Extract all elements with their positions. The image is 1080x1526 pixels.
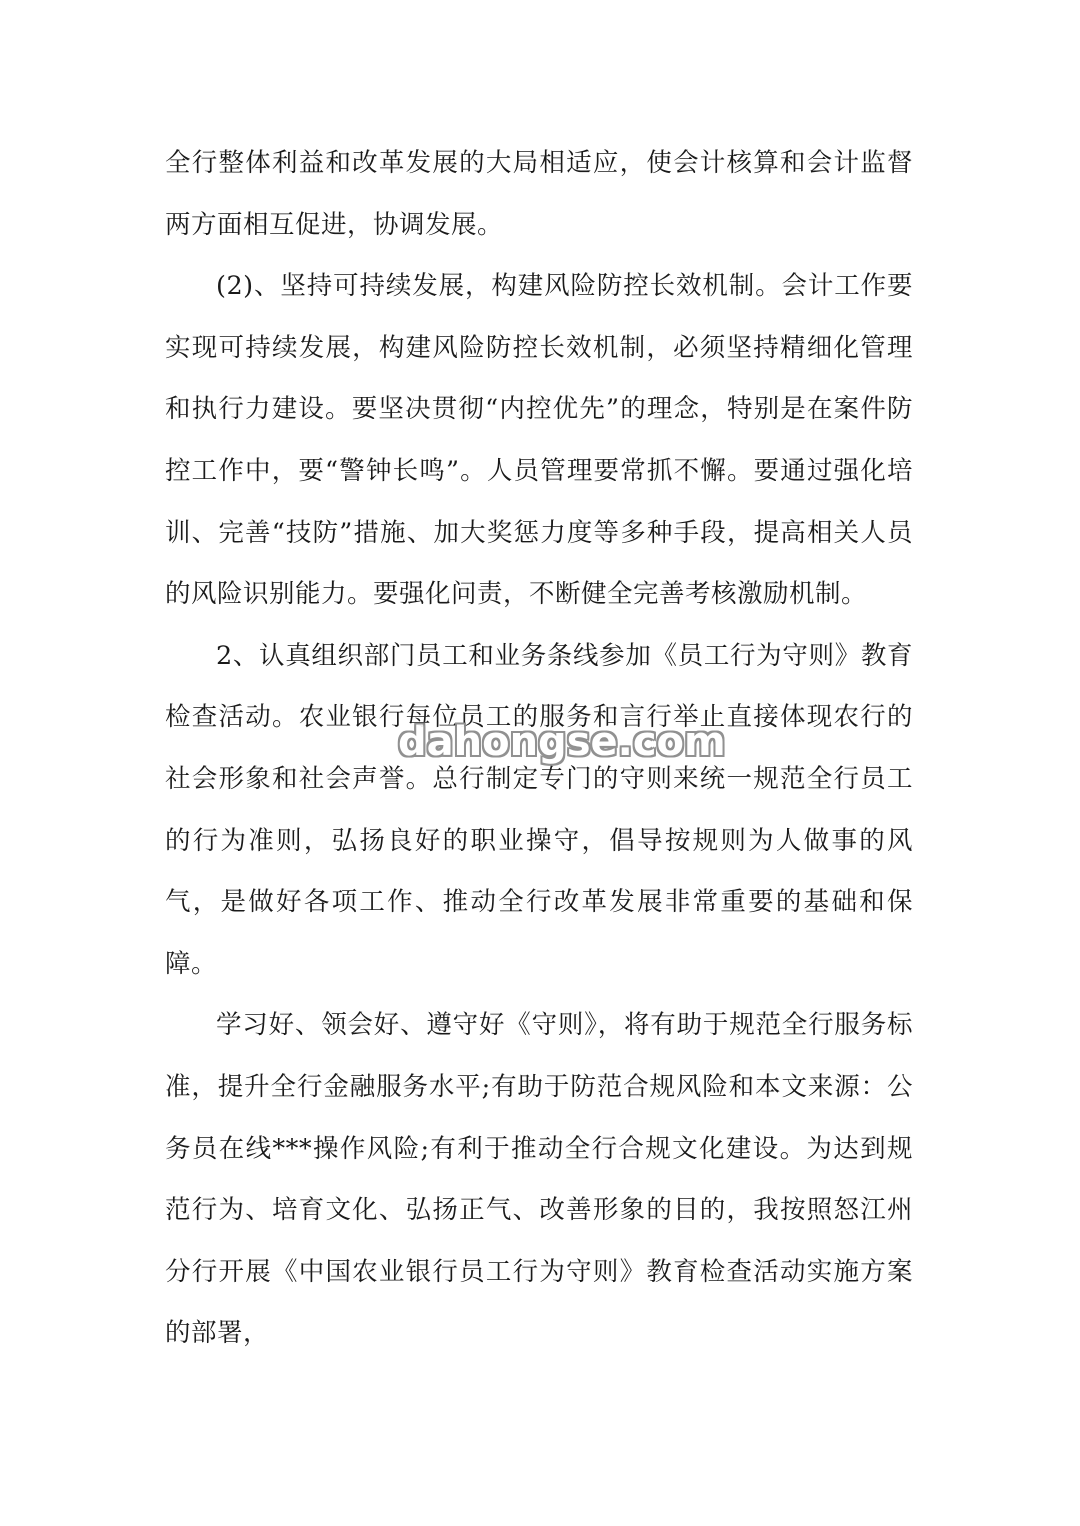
paragraph-sustainable-development: (2)、坚持可持续发展，构建风险防控长效机制。会计工作要实现可持续发展，构建风险防控长效机制，必须坚持精细化管理和执行力建设。要坚决贯彻“内控优先”的理念，特别是在案件防控工作中，要“警钟长鸣”。人员管理要常抓不懈。要通过强化培训、完善“技防”措施、加大奖惩力度等多种手段，提高相关人员的风险识别能力。要强化问责，不断健全完善考核激励机制。 bbox=[165, 271, 913, 610]
paragraph-continuation: 全行整体利益和改革发展的大局相适应，使会计核算和会计监督两方面相互促进，协调发展。 bbox=[165, 148, 913, 240]
paragraph-study-rules: 学习好、领会好、遵守好《守则》，将有助于规范全行服务标准，提升全行金融服务水平;有助于防范合规风险和本文来源：公务员在线***操作风险;有利于推动全行合规文化建设。为达到规范行为、培育文化、弘扬正气、改善形象的目的，我按照怒江州分行开展《中国农业银行员工行为守则》教育检查活动实施方案的部署， bbox=[165, 1010, 913, 1349]
watermark-text: dahongse.com bbox=[398, 719, 726, 765]
document-body bbox=[165, 133, 913, 1365]
paragraph-code-of-conduct: 2、认真组织部门员工和业务条线参加《员工行为守则》教育检查活动。农业银行每位员工的服务和言行举止直接体现农行的社会形象和社会声誉。总行制定专门的守则来统一规范全行员工的行为准则，弘扬良好的职业操守，倡导按规则为人做事的风气，是做好各项工作、推动全行改革发展非常重要的基础和保障。 bbox=[165, 640, 913, 979]
